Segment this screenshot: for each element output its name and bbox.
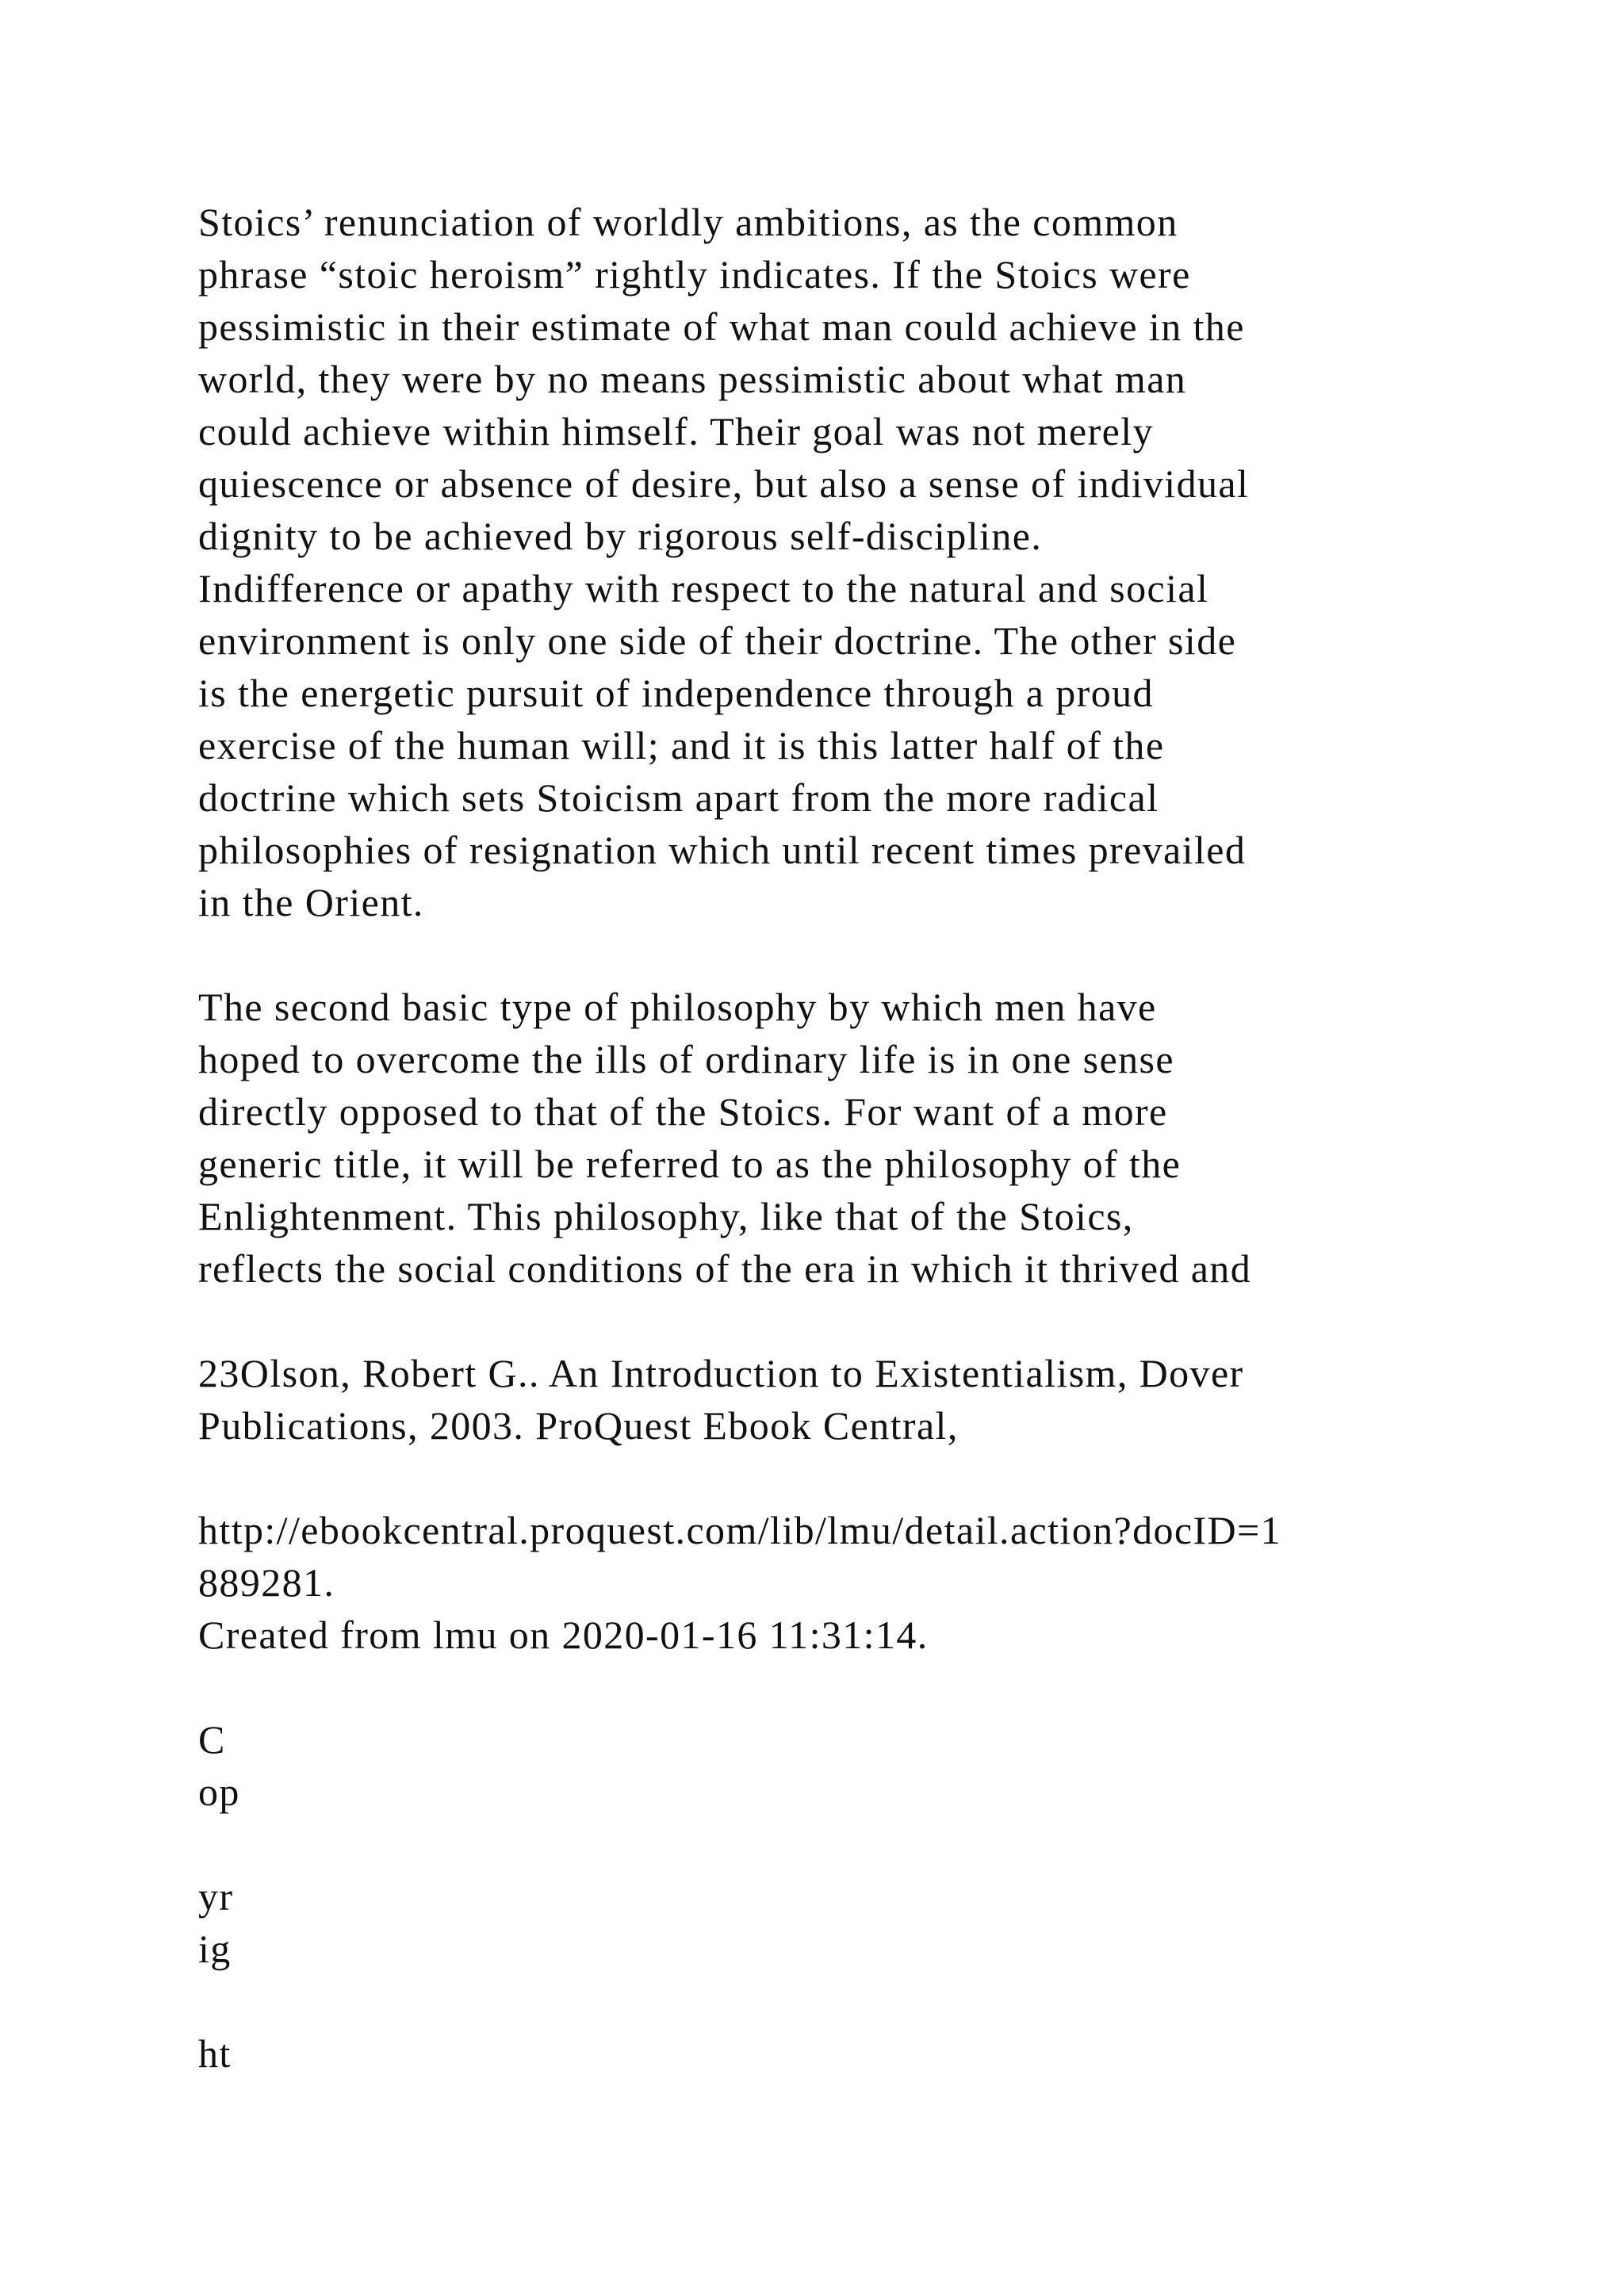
text-line: doctrine which sets Stoicism apart from the more radical xyxy=(198,775,1159,820)
created-timestamp: Created from lmu on 2020-01-16 11:31:14. xyxy=(198,1613,929,1657)
text-line: Enlightenment. This philosophy, like that of the Stoics, xyxy=(198,1194,1134,1238)
text-line: dignity to be achieved by rigorous self-discipline. xyxy=(198,514,1043,558)
text-line: exercise of the human will; and it is this latter half of the xyxy=(198,723,1165,767)
text-line: pessimistic in their estimate of what man could achieve in the xyxy=(198,304,1245,349)
text-line: The second basic type of philosophy by which men have xyxy=(198,985,1157,1029)
body-paragraph-1 xyxy=(198,196,1546,928)
watermark-fragment xyxy=(198,1818,1546,1870)
text-line: could achieve within himself. Their goal was not merely xyxy=(198,409,1154,453)
text-line: in the Orient. xyxy=(198,880,424,924)
citation-line: 23Olson, Robert G.. An Introduction to Existentialism, Dover xyxy=(198,1351,1244,1395)
source-url-line: 889281. xyxy=(198,1560,335,1605)
watermark-fragment: yr xyxy=(198,1874,234,1919)
source-info xyxy=(198,1504,1546,1661)
text-line: phrase “stoic heroism” rightly indicates. If the Stoics were xyxy=(198,252,1191,297)
text-line: world, they were by no means pessimistic about what man xyxy=(198,357,1187,401)
body-paragraph-2 xyxy=(198,981,1546,1295)
text-line: Stoics’ renunciation of worldly ambitions, as the common xyxy=(198,200,1178,244)
text-line: generic title, it will be referred to as the philosophy of the xyxy=(198,1142,1182,1186)
text-line: reflects the social conditions of the era in which it thrived and xyxy=(198,1246,1252,1291)
citation-footer xyxy=(198,1347,1546,1452)
text-line: quiescence or absence of desire, but also a sense of individual xyxy=(198,461,1250,506)
watermark-fragment xyxy=(198,1975,1546,2027)
source-url-line: http://ebookcentral.proquest.com/lib/lmu/detail.action?docID=1 xyxy=(198,1508,1282,1552)
watermark-fragment: ig xyxy=(198,1927,232,1971)
citation-line: Publications, 2003. ProQuest Ebook Central, xyxy=(198,1403,959,1448)
copyright-watermark-fragments xyxy=(198,1713,1546,2080)
text-line: hoped to overcome the ills of ordinary life is in one sense xyxy=(198,1037,1174,1081)
text-line: directly opposed to that of the Stoics. For want of a more xyxy=(198,1089,1168,1134)
text-line: is the energetic pursuit of independence through a proud xyxy=(198,671,1154,715)
text-line: environment is only one side of their doctrine. The other side xyxy=(198,618,1237,663)
watermark-fragment: op xyxy=(198,1770,240,1814)
watermark-fragment: ht xyxy=(198,2031,232,2076)
text-line: Indifference or apathy with respect to the natural and social xyxy=(198,566,1209,610)
text-line: philosophies of resignation which until recent times prevailed xyxy=(198,828,1247,872)
watermark-fragment: C xyxy=(198,1717,226,1762)
